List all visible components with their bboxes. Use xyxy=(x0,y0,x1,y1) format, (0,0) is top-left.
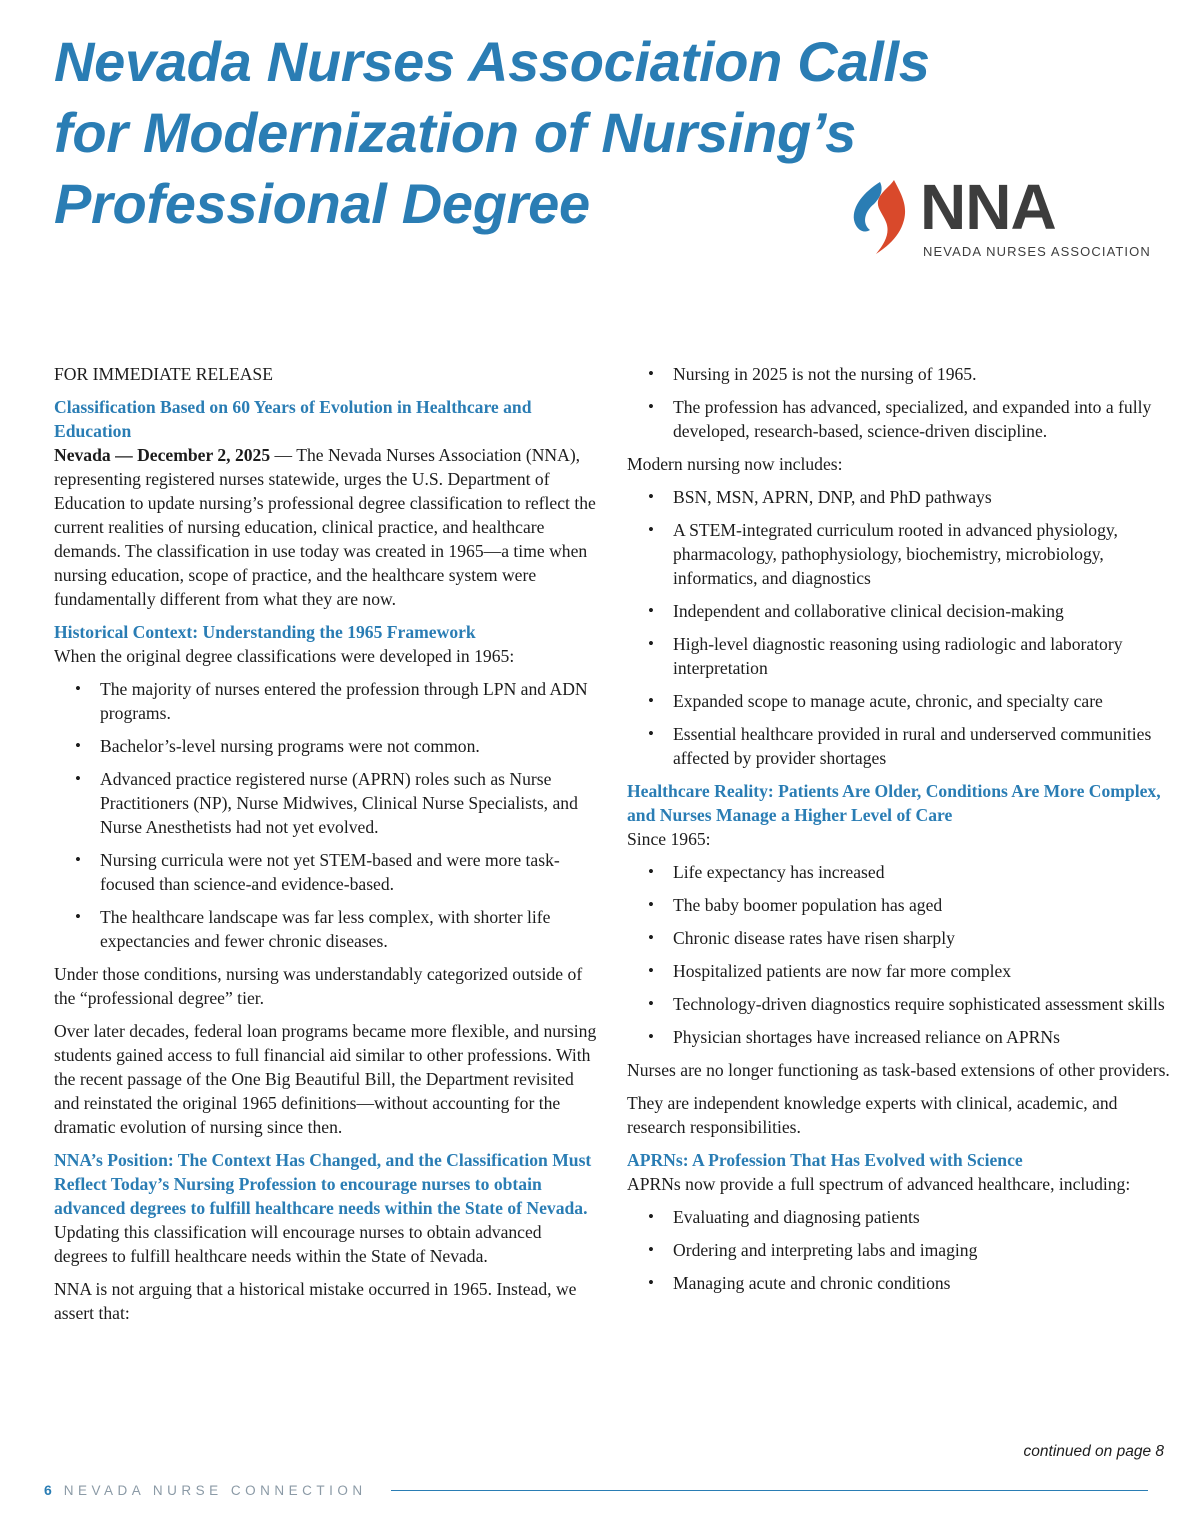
dateline: Nevada — December 2, 2025 xyxy=(54,445,271,465)
list-item: • Life expectancy has increased xyxy=(673,860,1172,884)
title-line: Professional Degree xyxy=(54,172,590,235)
nna-logo xyxy=(850,171,1160,268)
list-item: • High-level diagnostic reasoning using radiologic and laboratory interpretation xyxy=(673,632,1172,680)
logo-wordmark: NNA xyxy=(920,171,1056,243)
list-item: • Independent and collaborative clinical decision-making xyxy=(673,599,1172,623)
body-text: Modern nursing now includes: xyxy=(627,454,843,474)
flame-icon xyxy=(850,178,920,258)
list-item: • Evaluating and diagnosing patients xyxy=(673,1205,1172,1229)
section-heading: Historical Context: Understanding the 1965 Framework xyxy=(54,622,476,642)
title-line: Nevada Nurses Association Calls xyxy=(54,30,930,93)
list-item: • Technology-driven diagnostics require sophisticated assessment skills xyxy=(673,992,1172,1016)
dateline-paragraph xyxy=(54,443,599,611)
continued-note: continued on page 8 xyxy=(1023,1443,1164,1460)
page-footer xyxy=(44,1480,1148,1500)
bullet-list xyxy=(627,362,1172,443)
bullet-list xyxy=(627,1205,1172,1295)
bullet-list xyxy=(627,860,1172,1049)
body-text: When the original degree classifications were developed in 1965: xyxy=(54,646,515,666)
title-line: for Modernization of Nursing’s xyxy=(54,101,856,164)
right-column xyxy=(627,362,1172,1304)
section-heading: APRNs: A Profession That Has Evolved with Science xyxy=(627,1150,1023,1170)
footer-divider xyxy=(391,1490,1148,1491)
body-text: Nurses are no longer functioning as task-based extensions of other providers. xyxy=(627,1060,1170,1080)
release-line: FOR IMMEDIATE RELEASE xyxy=(54,364,273,384)
list-item: • Ordering and interpreting labs and imaging xyxy=(673,1238,1172,1262)
list-item: • Nursing curricula were not yet STEM-based and were more task-focused than science-and evidence-based. xyxy=(100,848,599,896)
list-item: • The healthcare landscape was far less complex, with shorter life expectancies and fewer chronic diseases. xyxy=(100,905,599,953)
list-item: • Chronic disease rates have risen sharply xyxy=(673,926,1172,950)
list-item: • The profession has advanced, specialized, and expanded into a fully developed, research-based, science-driven discipline. xyxy=(673,395,1172,443)
list-item: • Bachelor’s-level nursing programs were not common. xyxy=(100,734,599,758)
section-heading: Classification Based on 60 Years of Evolution in Healthcare and Education xyxy=(54,397,532,441)
list-item: • Managing acute and chronic conditions xyxy=(673,1271,1172,1295)
section-heading: NNA’s Position: The Context Has Changed, and the Classification Must Reflect Today’s Nursing Profession to encourage nurses to obtain advanced degrees to fulfill healthcare needs within the State of Nevada. xyxy=(54,1150,592,1218)
logo-subtitle: NEVADA NURSES ASSOCIATION xyxy=(923,244,1151,259)
body-text: NNA is not arguing that a historical mistake occurred in 1965. Instead, we assert that: xyxy=(54,1279,577,1323)
list-item: • Expanded scope to manage acute, chronic, and specialty care xyxy=(673,689,1172,713)
bullet-list xyxy=(54,677,599,953)
body-text: They are independent knowledge experts with clinical, academic, and research responsibilities. xyxy=(627,1093,1118,1137)
publication-name: NEVADA NURSE CONNECTION xyxy=(63,1482,367,1498)
section-heading: Healthcare Reality: Patients Are Older, Conditions Are More Complex, and Nurses Manage a Higher Level of Care xyxy=(627,781,1161,825)
body-text: — The Nevada Nurses Association (NNA), representing registered nurses statewide, urges the U.S. Department of Education to update nursing’s professional degree classification to reflect the current realities of nursing education, clinical practice, and healthcare demands. The classification in use today was created in 1965—a time when nursing education, scope of practice, and the healthcare system were fundamentally different from what they are now. xyxy=(54,445,596,609)
body-text: Over later decades, federal loan programs became more flexible, and nursing students gained access to full financial aid similar to other professions. With the recent passage of the One Big Beautiful Bill, the Department revisited and reinstated the original 1965 definitions—without accounting for the dramatic evolution of nursing since then. xyxy=(54,1021,597,1137)
body-text: Since 1965: xyxy=(627,829,711,849)
list-item: • The majority of nurses entered the profession through LPN and ADN programs. xyxy=(100,677,599,725)
left-column xyxy=(54,362,599,1334)
list-item: • The baby boomer population has aged xyxy=(673,893,1172,917)
list-item: • BSN, MSN, APRN, DNP, and PhD pathways xyxy=(673,485,1172,509)
body-text: Updating this classification will encourage nurses to obtain advanced degrees to fulfill healthcare needs within the State of Nevada. xyxy=(54,1222,542,1266)
list-item: • Nursing in 2025 is not the nursing of 1965. xyxy=(673,362,1172,386)
list-item: • Essential healthcare provided in rural and underserved communities affected by provider shortages xyxy=(673,722,1172,770)
body-text: Under those conditions, nursing was understandably categorized outside of the “professional degree” tier. xyxy=(54,964,583,1008)
list-item: • A STEM-integrated curriculum rooted in advanced physiology, pharmacology, pathophysiology, biochemistry, microbiology, informatics, and diagnostics xyxy=(673,518,1172,590)
body-text: APRNs now provide a full spectrum of advanced healthcare, including: xyxy=(627,1174,1131,1194)
list-item: • Hospitalized patients are now far more complex xyxy=(673,959,1172,983)
list-item: • Advanced practice registered nurse (APRN) roles such as Nurse Practitioners (NP), Nurse Midwives, Clinical Nurse Specialists, and Nurse Anesthetists had not yet evolved. xyxy=(100,767,599,839)
page-number: 6 xyxy=(44,1482,52,1498)
list-item: • Physician shortages have increased reliance on APRNs xyxy=(673,1025,1172,1049)
bullet-list xyxy=(627,485,1172,770)
